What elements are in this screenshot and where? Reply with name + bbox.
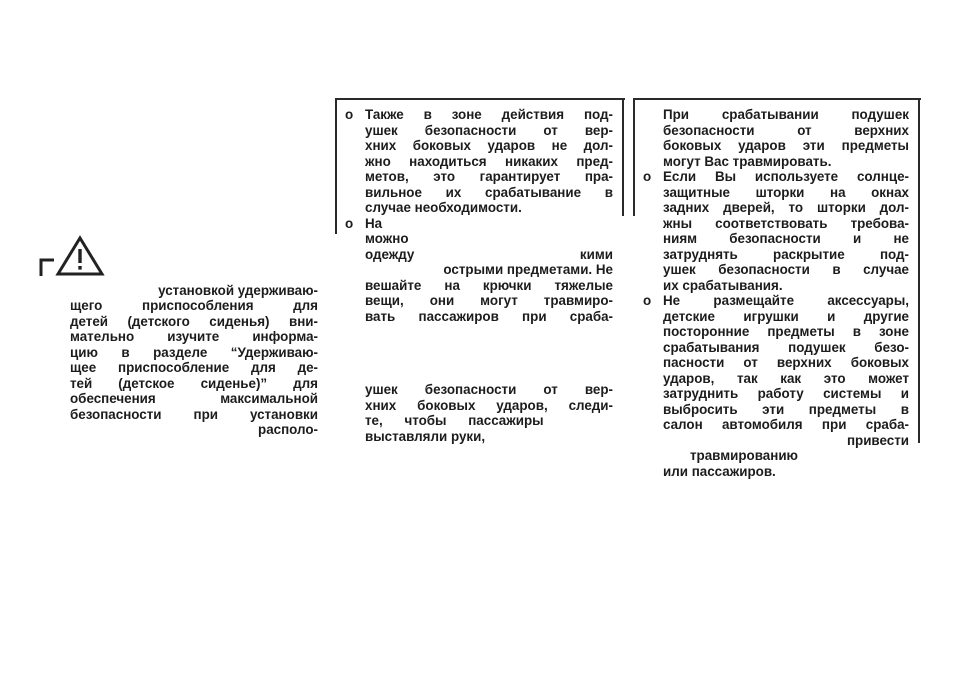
col1-line: щее приспособление для де- bbox=[70, 360, 318, 375]
warning-triangle-icon bbox=[38, 234, 110, 283]
col3-item2-line: Не размещайте аксессуары, bbox=[663, 293, 909, 308]
col2-item3-line: хних боковых ударов, следи- bbox=[365, 398, 613, 413]
col2-item1-line: случае необходимости. bbox=[365, 200, 522, 215]
col3-item1-line: их срабатывания. bbox=[663, 278, 783, 293]
col2-item2-line: острыми предметами. Не bbox=[443, 262, 613, 277]
col1-line: обеспечения максимальной bbox=[70, 391, 318, 406]
col2-item2-line: вещи, они могут травмиро- bbox=[365, 293, 613, 308]
col2-item2-line: На bbox=[365, 216, 383, 231]
col3-tail-line: привести bbox=[846, 433, 909, 448]
col3-item2-line: выбросить эти предметы в bbox=[663, 402, 909, 417]
col3-item1-line: затруднять раскрытие под- bbox=[663, 247, 909, 262]
col3-intro-line: боковых ударов эти предметы bbox=[663, 138, 909, 153]
col3-item1-line: задних дверей, то шторки дол- bbox=[663, 200, 909, 215]
col3-item2-line: посторонние предметы в зоне bbox=[663, 324, 909, 339]
col3-item1-line: Если Вы используете солнце- bbox=[663, 169, 909, 184]
column-2-left-rule bbox=[335, 98, 337, 234]
col3-tail-line: или пассажиров. bbox=[663, 464, 776, 479]
column-3-top-rule bbox=[633, 98, 921, 100]
column-3-right-rule bbox=[918, 98, 920, 443]
col2-item2-line: можно bbox=[365, 231, 409, 246]
col3-item1-line: ниям безопасности и не bbox=[663, 231, 909, 246]
col3-item1-line: жны соответствовать требова- bbox=[663, 216, 909, 231]
column-3-left-rule bbox=[633, 98, 635, 216]
col3-item2-line: срабатывания подушек безо- bbox=[663, 340, 909, 355]
col3-item2-line: затруднить работу системы и bbox=[663, 386, 909, 401]
col3-item1-line: защитные шторки на окнах bbox=[663, 185, 909, 200]
col1-line: мательно изучите информа- bbox=[70, 329, 318, 344]
col1-line: безопасности при установки bbox=[70, 407, 318, 422]
col2-item2-line: вать пассажиров при сраба- bbox=[365, 309, 613, 324]
col2-item3-line: те, чтобы пассажиры bbox=[365, 413, 544, 428]
col3-item2-line: салон автомобиля при сраба- bbox=[663, 417, 909, 432]
col3-intro-line: При срабатывании подушек bbox=[663, 107, 909, 122]
col3-intro-line: могут Вас травмировать. bbox=[663, 154, 832, 169]
col1-line: тей (детское сиденье)” для bbox=[70, 376, 318, 391]
bullet-mark: o bbox=[643, 293, 652, 308]
col2-item1-line: жно находиться никаких пред- bbox=[365, 154, 613, 169]
col3-item2-line: пасности от верхних боковых bbox=[663, 355, 909, 370]
col1-line: располо- bbox=[258, 422, 318, 437]
col3-intro-line: безопасности от верхних bbox=[663, 123, 909, 138]
col1-line: детей (детского сиденья) вни- bbox=[70, 314, 318, 329]
col1-line: установкой удерживаю- bbox=[158, 283, 318, 298]
bullet-mark: o bbox=[345, 216, 354, 231]
col2-item2-line: вешайте на крючки тяжелые bbox=[365, 278, 613, 293]
col2-item1-line: вильное их срабатывание в bbox=[365, 185, 613, 200]
bullet-mark: o bbox=[345, 107, 354, 122]
col3-tail-line: травмированию bbox=[690, 448, 798, 463]
col2-item2-line: кими bbox=[579, 247, 613, 262]
column-2-top-rule bbox=[335, 98, 625, 100]
col2-item2-line: одежду bbox=[365, 247, 415, 262]
col2-item1-line: ушек безопасности от вер- bbox=[365, 123, 613, 138]
col2-item1-line: Также в зоне действия под- bbox=[365, 107, 613, 122]
col2-item3-line: выставляли руки, bbox=[365, 429, 486, 444]
col2-item1-line: метов, это гарантирует пра- bbox=[365, 169, 613, 184]
col2-item1-line: хних боковых ударов не дол- bbox=[365, 138, 613, 153]
column-2-right-rule bbox=[622, 98, 624, 216]
col1-line: цию в разделе “Удерживаю- bbox=[70, 345, 318, 360]
col3-item2-line: детские игрушки и другие bbox=[663, 309, 909, 324]
col1-line: щего приспособления для bbox=[70, 298, 318, 313]
col3-item1-line: ушек безопасности в случае bbox=[663, 262, 909, 277]
bullet-mark: o bbox=[643, 169, 652, 184]
col3-item2-line: ударов, так как это может bbox=[663, 371, 909, 386]
col2-item3-line: ушек безопасности от вер- bbox=[365, 382, 613, 397]
